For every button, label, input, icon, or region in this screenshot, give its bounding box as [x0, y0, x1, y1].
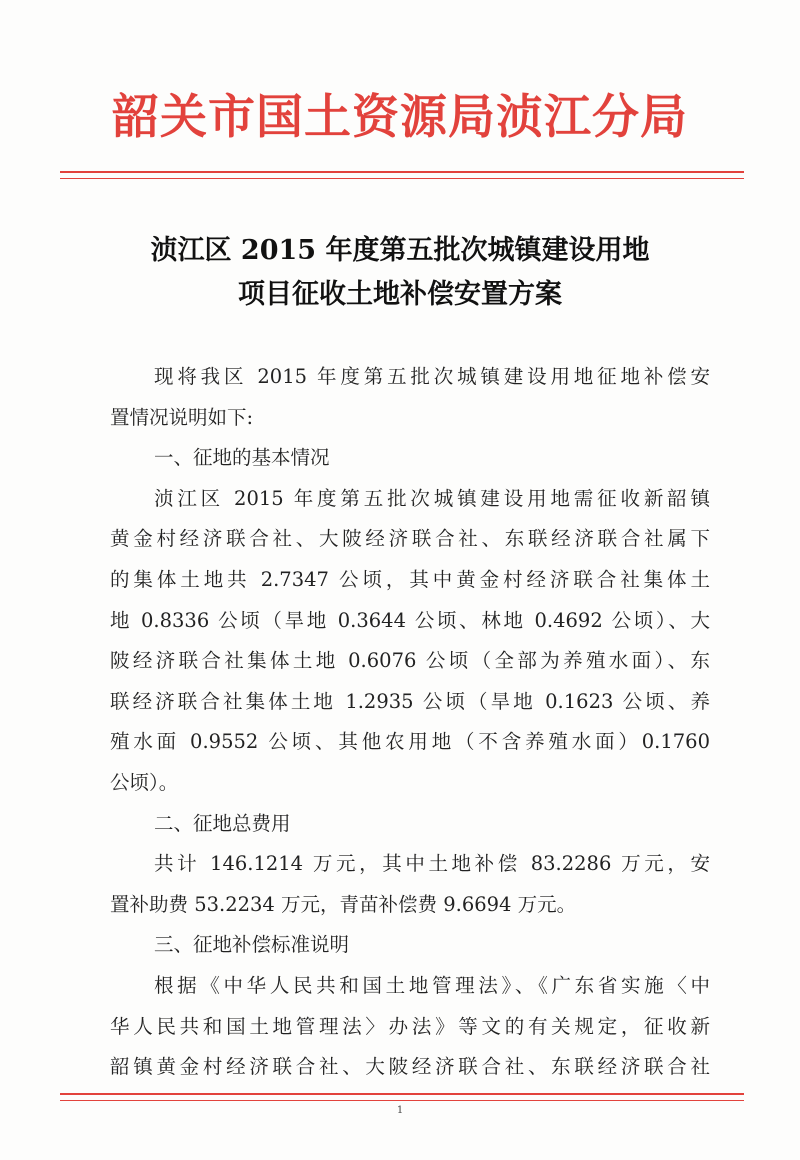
body-line: 置补助费 53.2234 万元，青苗补偿费 9.6694 万元。: [110, 892, 577, 916]
document-title-line-1: 浈江区 2015 年度第五批次城镇建设用地: [150, 235, 650, 266]
body-line: 华人民共和国土地管理法〉办法》等文的有关规定，征收新: [110, 1014, 710, 1038]
body-line: 的集体土地共 2.7347 公顷，其中黄金村经济联合社集体土: [110, 567, 710, 591]
document-body: [110, 357, 710, 1088]
section-heading-3: 三、征地补偿标准说明: [154, 933, 350, 957]
body-line: 殖水面 0.9552 公顷、其他农用地（不含养殖水面）0.1760: [110, 730, 710, 754]
body-line: 共计 146.1214 万元，其中土地补偿 83.2286 万元，安: [154, 852, 710, 876]
letterhead-rule-thick: [60, 171, 744, 173]
footer-rule-thin: [60, 1100, 744, 1101]
body-line: 置情况说明如下:: [110, 405, 254, 429]
body-line: 根据《中华人民共和国土地管理法》、《广东省实施〈中: [154, 973, 710, 997]
body-line: 陂经济联合社集体土地 0.6076 公顷（全部为养殖水面）、东: [110, 649, 710, 673]
letterhead-org-name: 韶关市国土资源局浈江分局: [112, 90, 688, 145]
body-line: 现将我区 2015 年度第五批次城镇建设用地征地补偿安: [154, 365, 710, 388]
body-line: 联经济联合社集体土地 1.2935 公顷（旱地 0.1623 公顷、养: [110, 689, 710, 713]
section-heading-2: 二、征地总费用: [154, 811, 291, 835]
body-line: 浈江区 2015 年度第五批次城镇建设用地需征收新韶镇: [154, 486, 710, 510]
letterhead-rule-thin: [60, 178, 744, 179]
document-title-line-2: 项目征收土地补偿安置方案: [238, 279, 562, 310]
section-heading-1: 一、征地的基本情况: [154, 446, 330, 470]
body-line: 韶镇黄金村经济联合社、大陂经济联合社、东联经济联合社: [110, 1055, 710, 1079]
footer-rule-thick: [60, 1093, 744, 1095]
body-line: 公顷）。: [110, 770, 179, 794]
body-line: 黄金村经济联合社、大陂经济联合社、东联经济联合社属下: [110, 527, 710, 551]
page-number: 1: [396, 1105, 404, 1116]
body-line: 地 0.8336 公顷（旱地 0.3644 公顷、林地 0.4692 公顷）、大: [110, 608, 710, 632]
